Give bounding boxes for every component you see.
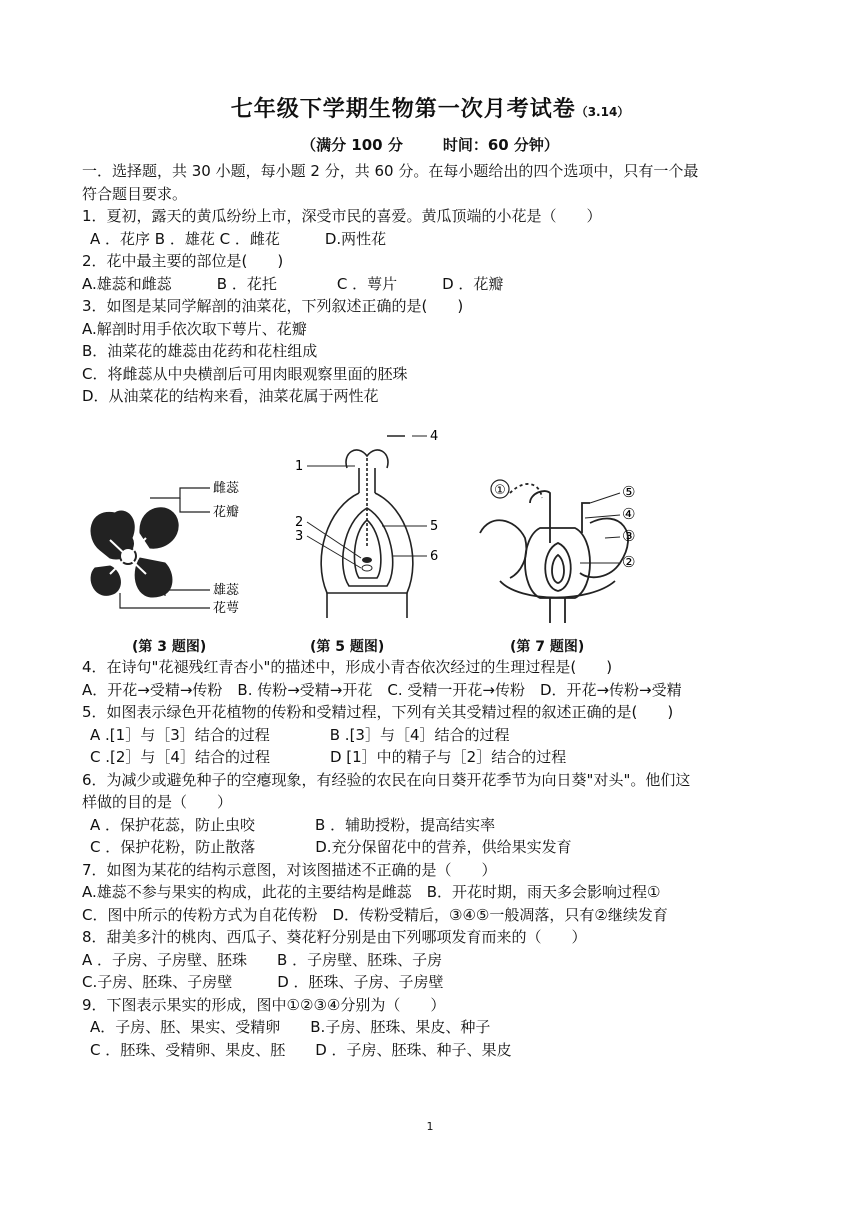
question-line: A .[1］与［3］结合的过程 B .[3］与［4］结合的过程 (90, 725, 510, 744)
label-circle-5: ⑤ (622, 483, 636, 501)
question-line: C.子房、胚珠、子房壁 D ．胚珠、子房、子房壁 (82, 973, 444, 991)
label-1: 1 (295, 459, 304, 474)
figure-q7 (470, 463, 650, 623)
question-line: A.解剖时用手依次取下萼片、花瓣 (82, 319, 307, 338)
title-date: （3.14） (575, 105, 630, 119)
question-line: A ．保护花蕊，防止虫咬 B ．辅助授粉，提高结实率 (90, 815, 496, 834)
exam-time: 时间：60 分钟） (442, 136, 559, 154)
label-petal: 花瓣 (213, 505, 240, 520)
questions-1-3 (82, 205, 782, 408)
question-line: 4．在诗句"花褪残红青杏小"的描述中，形成小青杏依次经过的生理过程是( ) (82, 658, 613, 676)
instruction-line: 符合题目要求。 (82, 184, 188, 203)
label-circle-2: ② (622, 553, 636, 571)
page-number: 1 (426, 1120, 434, 1133)
figure-captions (80, 636, 680, 656)
petal-shape (140, 508, 178, 548)
question-line: C．图中所示的传粉方式为自花传粉 D．传粉受精后，③④⑤一般凋落，只有②继续发育 (82, 905, 668, 924)
label-circle-4: ④ (622, 505, 636, 523)
label-pistil: 雌蕊 (213, 481, 240, 496)
label-4: 4 (430, 429, 439, 444)
figures-row (80, 428, 650, 628)
figure-q3 (80, 478, 255, 628)
question-line: C．将雌蕊从中央横剖后可用肉眼观察里面的胚珠 (82, 364, 408, 383)
exam-info (0, 134, 860, 155)
question-line: C ．胚珠、受精卵、果皮、胚 D ．子房、胚珠、种子、果皮 (90, 1040, 512, 1059)
question-line: A．开花→受精→传粉 B. 传粉→受精→开花 C. 受精一开花→传粉 D．开花→传粉→受精 (82, 680, 682, 699)
question-line: C ．保护花粉，防止散落 D.充分保留花中的营养，供给果实发育 (90, 838, 572, 856)
figure-q5 (287, 428, 457, 628)
question-line: 3．如图是某同学解剖的油菜花，下列叙述正确的是( ) (82, 297, 464, 315)
section-instructions (82, 160, 782, 205)
caption-fig5: (第 5 题图) (310, 639, 385, 655)
full-score: （满分 100 分 (301, 136, 403, 154)
petal-shape (91, 566, 120, 595)
caption-fig3: (第 3 题图) (132, 639, 207, 655)
question-line: A ．花序 B ．雄花 C ．雌花 D.两性花 (90, 229, 387, 248)
question-line: 2．花中最主要的部位是( ) (82, 252, 284, 270)
instruction-line: 一．选择题，共 30 小题，每小题 2 分，共 60 分。在每小题给出的四个选项中，只有一个最 (82, 162, 699, 180)
label-circle-3: ③ (622, 527, 636, 545)
question-line: A ．子房、子房壁、胚珠 B ．子房壁、胚珠、子房 (82, 950, 443, 969)
label-6: 6 (430, 549, 439, 564)
question-line: A.雄蕊不参与果实的构成，此花的主要结构是雌蕊 B．开花时期，雨天多会影响过程① (82, 883, 661, 901)
question-line: 6．为减少或避免种子的空瘪现象，有经验的农民在向日葵开花季节为向日葵"对头"。他们这 (82, 770, 691, 789)
question-line: 7．如图为某花的结构示意图，对该图描述不正确的是（ ） (82, 860, 497, 879)
question-line: 9．下图表示果实的形成，图中①②③④分别为（ ） (82, 995, 446, 1014)
question-line: 8．甜美多汁的桃肉、西瓜子、葵花籽分别是由下列哪项发育而来的（ ） (82, 928, 587, 946)
question-line: A.雄蕊和雌蕊 B ．花托 C ．萼片 D ．花瓣 (82, 274, 504, 293)
label-5: 5 (430, 519, 439, 534)
label-stamen: 雄蕊 (213, 583, 240, 598)
question-line: 样做的目的是（ ） (82, 793, 233, 811)
question-line: 1．夏初，露天的黄瓜纷纷上市，深受市民的喜爱。黄瓜顶端的小花是（ ） (82, 207, 602, 225)
question-line: C .[2］与［4］结合的过程 D [1］中的精子与［2］结合的过程 (90, 748, 567, 766)
label-circle-1: ① (494, 483, 506, 498)
question-line: B．油菜花的雄蕊由花药和花柱组成 (82, 342, 318, 360)
question-line: 5．如图表示绿色开花植物的传粉和受精过程，下列有关其受精过程的叙述正确的是( ) (82, 703, 674, 721)
questions-4-9 (82, 656, 782, 1061)
title-text: 七年级下学期生物第一次月考试卷 (230, 97, 576, 122)
petal-shape (135, 558, 172, 597)
page-title (0, 92, 860, 123)
label-2: 2 (295, 515, 304, 530)
label-3: 3 (295, 529, 304, 544)
question-line: D．从油菜花的结构来看，油菜花属于两性花 (82, 387, 379, 405)
caption-fig7: (第 7 题图) (510, 639, 585, 655)
label-sepal: 花萼 (213, 601, 240, 616)
question-line: A．子房、胚、果实、受精卵 B.子房、胚珠、果皮、种子 (90, 1018, 491, 1036)
